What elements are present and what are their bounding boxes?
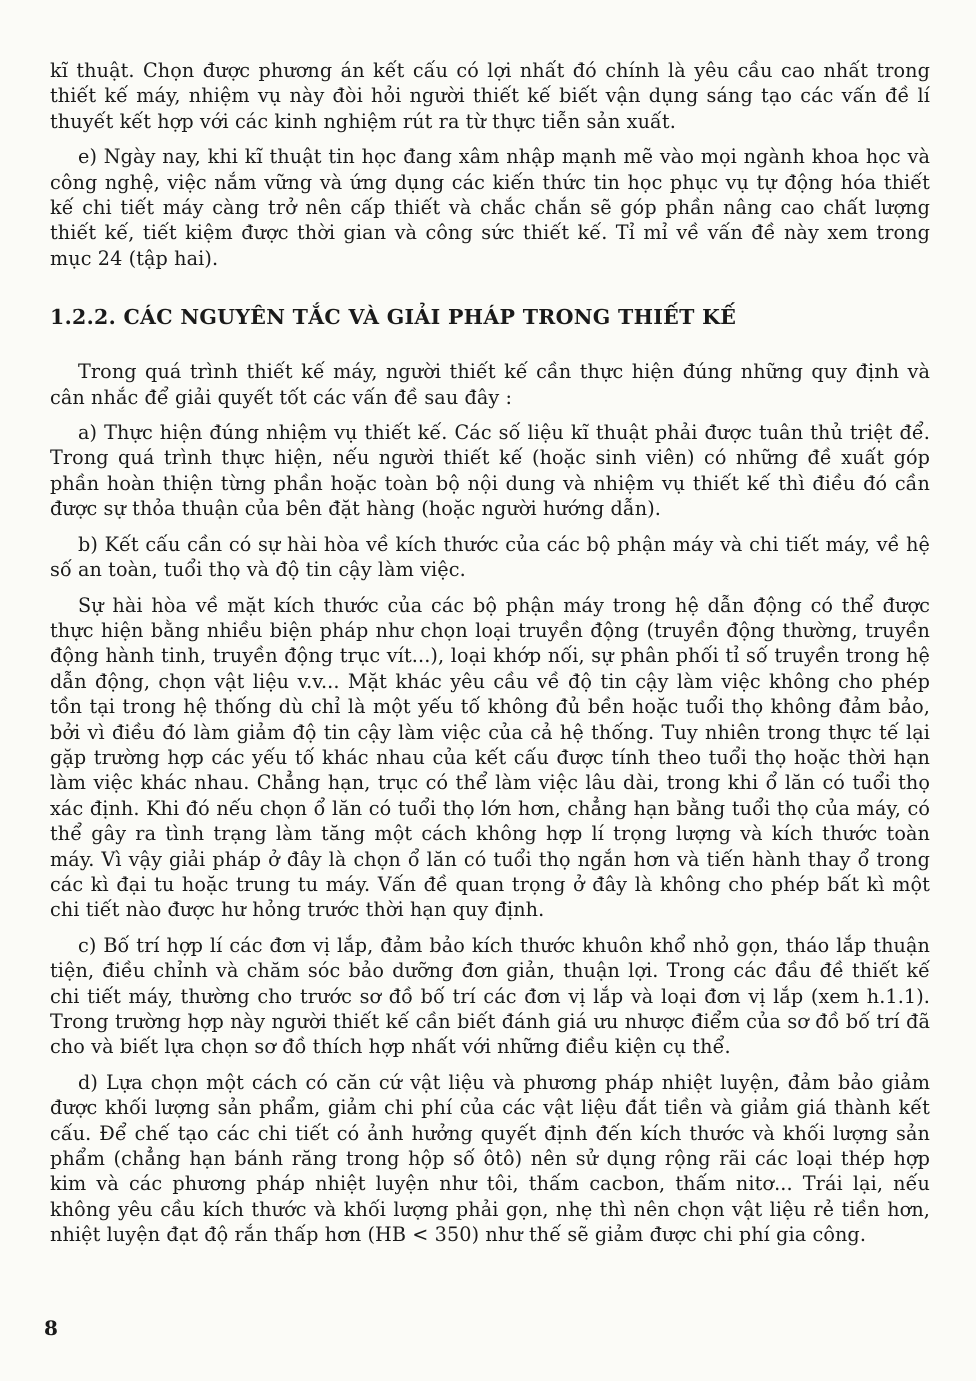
paragraph-harmony: Sự hài hòa về mặt kích thước của các bộ phận máy trong hệ dẫn động có thể được thực hiện bằng nhiều biện pháp như chọn loại truyền động (truyền động thường, truyền động hành tinh, truyền động trục vít...), loại khớp nối, sự phân phối tỉ số truyền trong hệ dẫn động, chọn vật liệu v.v... Mặt khác yêu cầu về độ tin cậy làm việc không cho phép tồn tại trong hệ thống dù chỉ là một yếu tố không đủ bền hoặc tuổi thọ không đảm bảo, bởi vì điều đó làm giảm độ tin cậy làm việc của cả hệ thống. Tuy nhiên trong thực tế lại gặp trường hợp các yếu tố khác nhau của kết cấu được tính theo tuổi thọ hoặc thời hạn làm việc khác nhau. Chẳng hạn, trục có thể làm việc lâu dài, trong khi ổ lăn có tuổi thọ xác định. Khi đó nếu chọn ổ lăn có tuổi thọ lớn hơn, chẳng hạn bằng tuổi thọ của máy, có thể gây ra tình trạng làm tăng một cách không hợp lí trọng lượng và kích thước toàn máy. Vì vậy giải pháp ở đây là chọn ổ lăn có tuổi thọ ngắn hơn và tiến hành thay ổ trong các kì đại tu hoặc trung tu máy. Vấn đề quan trọng ở đây là không cho phép bất kì một chi tiết nào được hư hỏng trước thời hạn quy định.	[50, 593, 930, 922]
section-heading: 1.2.2. CÁC NGUYÊN TẮC VÀ GIẢI PHÁP TRONG THIẾT KẾ	[50, 305, 737, 330]
paragraph-intro: Trong quá trình thiết kế máy, người thiết kế cần thực hiện đúng những quy định và cân nhắc để giải quyết tốt các vấn đề sau đây :	[50, 360, 930, 409]
paragraph-a: a) Thực hiện đúng nhiệm vụ thiết kế. Các số liệu kĩ thuật phải được tuân thủ triệt để. Trong quá trình thực hiện, nếu người thiết kế (hoặc sinh viên) có những đề xuất góp phần hoàn thiện từng phần hoặc toàn bộ nội dung và nhiệm vụ thiết kế thì điều đó cần được sự thỏa thuận của bên đặt hàng (hoặc người hướng dẫn).	[50, 421, 930, 521]
paragraph-d: d) Lựa chọn một cách có căn cứ vật liệu và phương pháp nhiệt luyện, đảm bảo giảm được khối lượng sản phẩm, giảm chi phí của các vật liệu đắt tiền và giảm giá thành kết cấu. Để chế tạo các chi tiết có ảnh hưởng quyết định đến kích thước và khối lượng sản phẩm (chẳng hạn bánh răng trong hộp số ôtô) nên sử dụng rộng rãi các loại thép hợp kim và các phương pháp nhiệt luyện như tôi, thấm cacbon, thấm nitơ... Trái lại, nếu không yêu cầu kích thước và khối lượng phải gọn, nhẹ thì nên chọn vật liệu rẻ tiền hơn, nhiệt luyện đạt độ rắn thấp hơn (HB < 350) như thế sẽ giảm được chi phí gia công.	[50, 1070, 930, 1247]
paragraph-b: b) Kết cấu cần có sự hài hòa về kích thước của các bộ phận máy và chi tiết máy, về hệ số an toàn, tuổi thọ và độ tin cậy làm việc.	[50, 532, 930, 582]
page-content	[50, 58, 930, 1258]
paragraph-c: c) Bố trí hợp lí các đơn vị lắp, đảm bảo kích thước khuôn khổ nhỏ gọn, tháo lắp thuận tiện, điều chỉnh và chăm sóc bảo dưỡng đơn giản, thuận lợi. Trong các đầu đề thiết kế chi tiết máy, thường cho trước sơ đồ bố trí các đơn vị lắp và loại đơn vị lắp (xem h.1.1). Trong trường hợp này người thiết kế cần biết đánh giá ưu nhược điểm của sơ đồ bố trí đã cho và biết lựa chọn sơ đồ thích hợp nhất với những điều kiện cụ thể.	[50, 933, 930, 1059]
paragraph-e: e) Ngày nay, khi kĩ thuật tin học đang xâm nhập mạnh mẽ vào mọi ngành khoa học và công nghệ, việc nắm vững và ứng dụng các kiến thức tin học phục vụ tự động hóa thiết kế chi tiết máy càng trở nên cấp thiết và chắc chắn sẽ góp phần nâng cao chất lượng thiết kế, tiết kiệm được thời gian và công sức thiết kế. Tỉ mỉ về vấn đề này xem trong mục 24 (tập hai).	[50, 145, 930, 270]
paragraph-continuation: kĩ thuật. Chọn được phương án kết cấu có lợi nhất đó chính là yêu cầu cao nhất trong thiết kế máy, nhiệm vụ này đòi hỏi người thiết kế biết vận dụng sáng tạo các vấn đề lí thuyết kết hợp với các kinh nghiệm rút ra từ thực tiễn sản xuất.	[50, 59, 930, 133]
page-number: 8	[44, 1316, 58, 1340]
